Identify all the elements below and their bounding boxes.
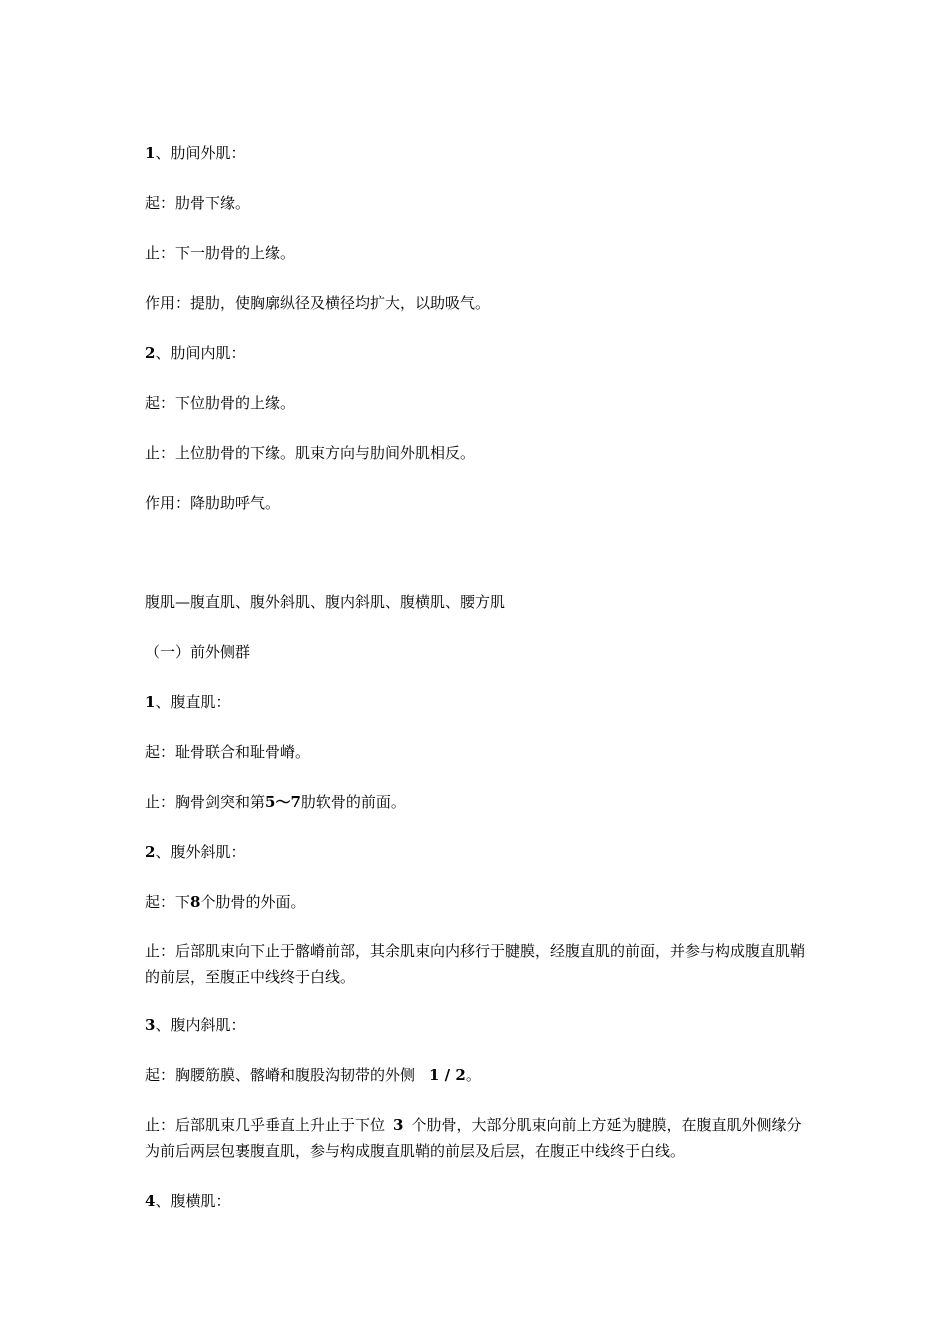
heading-text: 、腹直肌： [155,693,231,711]
origin-text: 起：耻骨联合和耻骨嵴。 [145,743,311,761]
heading-number: 2 [145,344,156,362]
heading-text: 、腹内斜肌： [155,1016,246,1034]
heading-transversus-abdominis [145,1193,230,1209]
heading-number: 3 [145,1016,156,1034]
heading-text: 、腹横肌： [155,1192,231,1210]
insertion-paragraph: 止：后部肌束向下止于髂嵴前部，其余肌束向内移行于腱膜，经腹直肌的前面，并参与构成腹直肌鞘的前层，至腹正中线终于白线。 [145,942,806,986]
section-title-abdominal-muscles: 腹肌—腹直肌、腹外斜肌、腹内斜肌、腹横肌、腰方肌 [145,593,506,611]
heading-number: 1 [145,693,156,711]
heading-text: 、腹外斜肌： [155,843,246,861]
origin-text [145,1067,481,1083]
heading-number: 1 [145,144,156,162]
insertion-paragraph [145,1112,815,1164]
origin-text-part: 起：下 [145,893,191,911]
fraction: 1 / 2 [429,1066,466,1084]
action-text: 作用：降肋助呼气。 [145,494,281,512]
insertion-text-part: 止：后部肌束几乎垂直上升止于下位 [145,1116,386,1134]
origin-text: 起：肋骨下缘。 [145,194,251,212]
heading-text: 、肋间内肌： [155,344,246,362]
rib-count: 3 [393,1116,404,1134]
action-text: 作用：提肋，使胸廓纵径及横径均扩大，以助吸气。 [145,294,491,312]
heading-text: 、肋间外肌： [155,144,246,162]
heading-obliquus-internus [145,1017,245,1033]
insertion-text: 止：下一肋骨的上缘。 [145,244,296,262]
insertion-text [145,794,406,810]
heading-obliquus-externus [145,844,245,860]
heading-rectus-abdominis [145,694,230,710]
rib-count: 8 [190,893,201,911]
insertion-text-part: 肋软骨的前面。 [300,793,406,811]
heading-number: 2 [145,843,156,861]
origin-text [145,894,305,910]
origin-text-part: 个肋骨的外面。 [200,893,306,911]
subgroup-title: （一）前外侧群 [145,643,251,661]
origin-text: 起：下位肋骨的上缘。 [145,394,296,412]
rib-range: 5～7 [265,793,301,811]
heading-intercostales-interni [145,345,245,361]
insertion-text-part: 止：胸骨剑突和第 [145,793,266,811]
insertion-text-part: 个肋骨，大部分肌束向前上方延为腱膜，在腹直肌外侧缘分为前后两层包裹腹直肌，参与构成腹直肌鞘的前层及后层，在腹正中线终于白线。 [145,1116,802,1160]
origin-text-part: 。 [465,1066,481,1084]
origin-text-part: 起：胸腰筋膜、髂嵴和腹股沟韧带的外侧 [145,1066,416,1084]
insertion-text: 止：上位肋骨的下缘。肌束方向与肋间外肌相反。 [145,444,476,462]
heading-intercostales-externi [145,145,245,161]
heading-number: 4 [145,1192,156,1210]
